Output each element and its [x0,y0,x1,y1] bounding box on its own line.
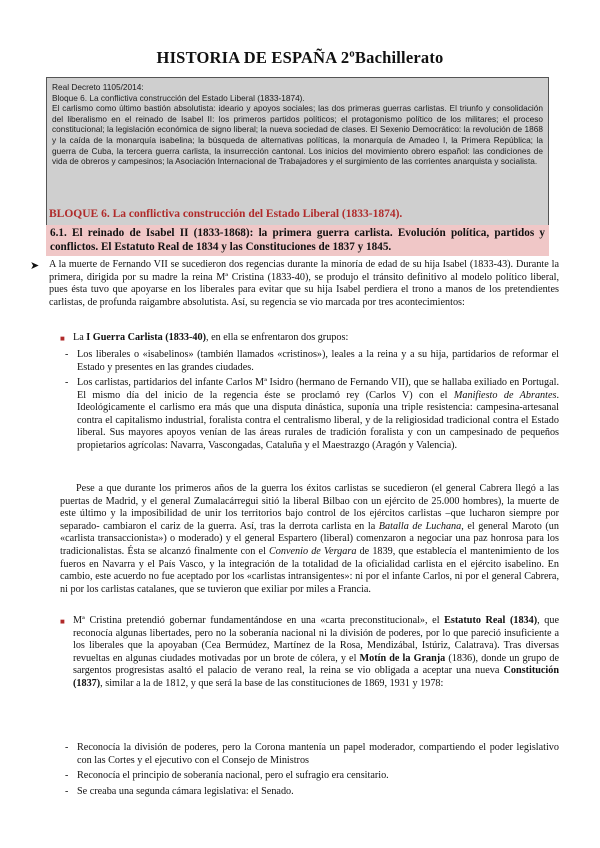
dash-item-senado: Se creaba una segunda cámara legislativa: el Senado. [77,786,294,797]
square-bullet-icon: ■ [60,617,65,626]
square-bullet-icon: ■ [60,334,65,343]
dash-item-liberales: Los liberales o «isabelinos» (también llamados «cristinos»), leales a la reina y a su hija, partidarios de reformar el Estado y presentes en las grandes ciudades. [77,349,559,373]
dash-bullet-icon: - [65,770,69,781]
bloque-line: Bloque 6. La conflictiva construcción del Estado Liberal (1833-1874). [52,92,305,103]
dash-item-carlistas: Los carlistas, partidarios del infante Carlos Mª Isidro (hermano de Fernando VII), que se hallaba exiliado en Portugal. El mismo día del inicio de la regencia éste se proclamó rey (Carlos V) con el Manifiesto de Abrantes. Ideológicamente el carlismo era más que una disputa dinástica, suponía una triple resistencia: campesina-artesanal contra el capitalismo industrial, foralista contra el centralismo liberal, y de la religiosidad tradicional contra el Estado liberal. Sus mayores apoyos venían de las áreas rurales de tradición foralista y con un campesinado de pequeños propietarios agrícolas: Navarra, Vascongadas, Cataluña y el Maestrazgo (Aragón y Valencia). [77,377,559,451]
dash-bullet-icon: - [65,786,69,797]
dash-item-division-poderes: Reconocía la división de poderes, pero la Corona mantenía un papel moderador, compartiendo el poder legislativo con las Cortes y el ejecutivo con el Consejo de Ministros [77,742,559,766]
bloque-summary: El carlismo como último bastión absolutista: ideario y apoyos sociales; las dos primeras guerras carlistas. El triunfo y consolidación del liberalismo en el reinado de Isabel II: los primeros partidos políticos; el protagonismo político de los militares; el proceso constitucional; la legislación económica de signo liberal; la nueva sociedad de clases. El Sexenio Democrático: la revolución de 1868 y la caída de la monarquía isabelina; la búsqueda de alternativas políticas, la monarquía de Amadeo I, la Primera República; la guerra de Cuba, la tercera guerra carlista, la insurrección cantonal. Los inicios del movimiento obrero español: las condiciones de vida de obreros y campesinos; la Asociación Internacional de Trabajadores y el surgimiento de las corrientes anarquista y socialista. [52,103,543,167]
dash-item-soberania: Reconocía el principio de soberanía nacional, pero el sufragio era censitario. [77,770,389,781]
paragraph-guerra: Pese a que durante los primeros años de la guerra los éxitos carlistas se sucedieron (el general Cabrera llegó a las puertas de Madrid, y el general Zumalacárregui sitió la liberal Bilbao con un ejército de 25.000 hombres), la muerte de este último y la imposibilidad de unir los territorios bajo control de los ejércitos carlistas –que lucharon siempre por separado- cambiaron el cariz de la guerra. Así, tras la derrota carlista en la Batalla de Luchana, el general Maroto (un «carlista transaccionista») o moderado) y el general Espartero (liberal) comenzaron a negociar una paz honrosa para los tradicionalistas. Ésta se alcanzó finalmente con el Convenio de Vergara de 1839, que establecía el mantenimiento de los fueros en Navarra y el País Vasco, y la integración de la totalidad de la oficialidad carlista en el ejército isabelino. En cambio, este acuerdo no fue aceptado por los «carlistas intransigentes»: ni por el infante Carlos, ni por el general Cabrera, ni por los carlistas catalanes, que se tuvieron que exiliar por miles a Francia. [60,483,559,595]
dash-bullet-icon: - [65,377,69,388]
block-heading: BLOQUE 6. La conflictiva construcción del Estado Liberal (1833-1874). [49,208,403,220]
bullet-estatuto-real: Mª Cristina pretendió gobernar fundamentándose en una «carta preconstitucional», el Estatuto Real (1834), que reconocía algunas libertades, pero no la soberanía nacional ni la división de poderes, por lo que pareció insuficiente a los liberales que la apoyaban (Cea Bermúdez, Martínez de la Rosa, Mendizábal, Istúriz, Calatrava). Tras diversas revueltas en algunas ciudades motivadas por un brote de cólera, y el Motín de la Granja (1836), donde un grupo de sargentos progresistas asaltó el palacio de verano real, la reina se vio obligada a aceptar una nueva Constitución (1837), similar a la de 1812, y que será la base de las constituciones de 1869, 1931 y 1978: [73,615,559,689]
arrow-bullet-icon: ➤ [30,260,40,272]
dash-bullet-icon: - [65,742,69,753]
bullet-guerra-carlista: La I Guerra Carlista (1833-40), en ella se enfrentaron dos grupos: [73,332,349,343]
dash-bullet-icon: - [65,349,69,360]
decree-line: Real Decreto 1105/2014: [52,82,144,92]
section-heading: 6.1. El reinado de Isabel II (1833-1868): la primera guerra carlista. Evolución política, partidos y conflictos. El Estatuto Real de 1834 y las Constituciones de 1837 y 1845. [46,225,549,256]
paragraph-intro: A la muerte de Fernando VII se sucedieron dos regencias durante la minoría de edad de su hija Isabel (1833-43). Durante la primera, dirigida por su madre la reina Mª Cristina (1833-40), se produjo el tránsito definitivo al modelo político liberal, pues ésta tuvo que apoyarse en los liberales para evitar que su hija Isabel perdiera el trono a manos de los pretendientes carlistas, de profunda raigambre absolutista. Así, su regencia se vio marcada por tres acontecimientos: [49,259,559,308]
page-title: HISTORIA DE ESPAÑA 2ºBachillerato [156,48,444,67]
